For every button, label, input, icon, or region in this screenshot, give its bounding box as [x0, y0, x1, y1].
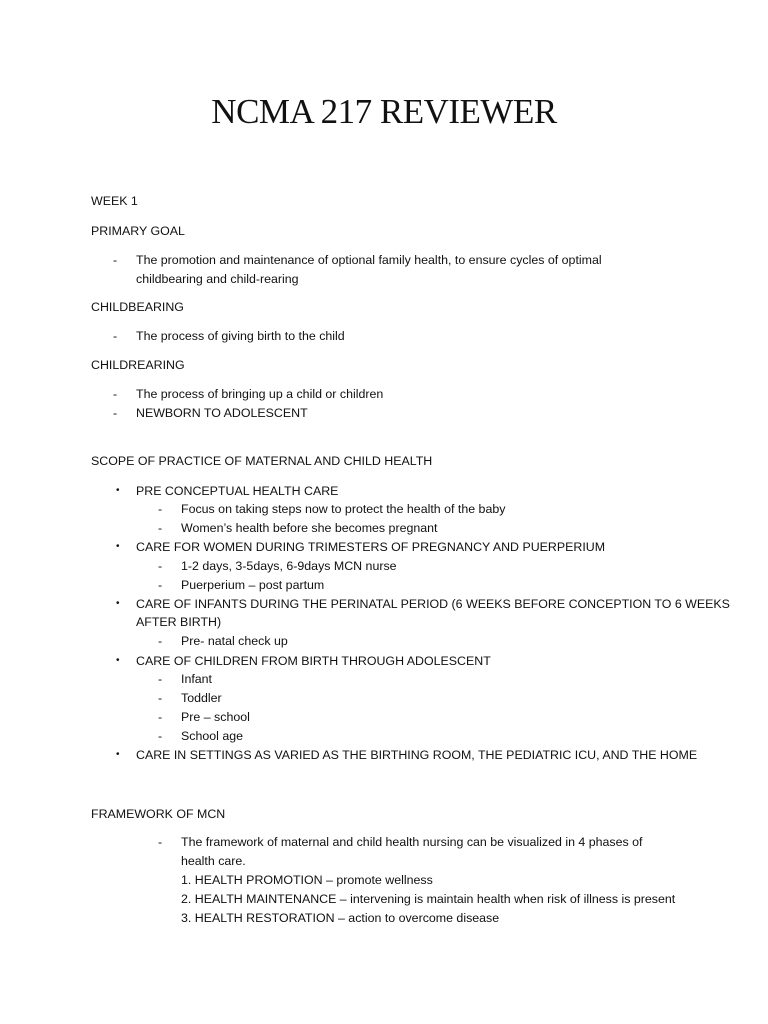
list-item: Women’s health before she becomes pregnant	[181, 521, 438, 535]
dash-marker	[158, 632, 162, 650]
dash-marker	[158, 727, 162, 745]
primary-goal-text: The promotion and maintenance of optional family health, to ensure cycles of optimal	[136, 253, 602, 267]
primary-goal-text: childbearing and child-rearing	[136, 272, 299, 286]
list-item: Puerperium – post partum	[181, 578, 325, 592]
dash-marker	[158, 708, 162, 726]
page-title: NCMA 217 REVIEWER	[211, 92, 557, 131]
scope-item-label: AFTER BIRTH)	[136, 615, 222, 629]
list-item: 1-2 days, 3-5days, 6-9days MCN nurse	[181, 559, 397, 573]
scope-item-label: CARE FOR WOMEN DURING TRIMESTERS OF PREGNANCY AND PUERPERIUM	[136, 540, 606, 554]
dash-marker	[113, 251, 117, 269]
framework-intro: The framework of maternal and child health nursing can be visualized in 4 phases of	[181, 835, 643, 849]
bullet-marker: •	[116, 541, 120, 552]
scope-item-label: PRE CONCEPTUAL HEALTH CARE	[136, 484, 339, 498]
framework-phase: 2. HEALTH MAINTENANCE – intervening is maintain health when risk of illness is present	[181, 892, 676, 906]
list-item: Pre- natal check up	[181, 634, 288, 648]
list-item: Toddler	[181, 691, 222, 705]
list-item: Infant	[181, 672, 213, 686]
dash-marker	[113, 385, 117, 403]
week-heading: WEEK 1	[91, 194, 138, 208]
list-item: Pre – school	[181, 710, 250, 724]
childrearing-heading: CHILDREARING	[91, 358, 185, 372]
framework-phase: 1. HEALTH PROMOTION – promote wellness	[181, 873, 433, 887]
bullet-marker: •	[116, 655, 120, 666]
primary-goal-heading: PRIMARY GOAL	[91, 224, 185, 238]
framework-heading: FRAMEWORK OF MCN	[91, 807, 226, 821]
dash-marker	[158, 670, 162, 688]
framework-phase: 3. HEALTH RESTORATION – action to overcome disease	[181, 911, 500, 925]
list-item: School age	[181, 729, 244, 743]
dash-marker	[158, 833, 162, 851]
list-item: NEWBORN TO ADOLESCENT	[136, 406, 308, 420]
dash-marker	[158, 576, 162, 594]
childbearing-heading: CHILDBEARING	[91, 300, 184, 314]
scope-item-label: CARE IN SETTINGS AS VARIED AS THE BIRTHING ROOM, THE PEDIATRIC ICU, AND THE HOME	[136, 748, 698, 762]
dash-marker	[158, 500, 162, 518]
dash-marker	[113, 404, 117, 422]
framework-intro: health care.	[181, 854, 246, 868]
bullet-marker: •	[116, 485, 120, 496]
dash-marker	[113, 327, 117, 345]
childbearing-text: The process of giving birth to the child	[136, 329, 345, 343]
dash-marker	[158, 689, 162, 707]
bullet-marker: •	[116, 749, 120, 760]
dash-marker	[158, 557, 162, 575]
scope-heading: SCOPE OF PRACTICE OF MATERNAL AND CHILD HEALTH	[91, 454, 433, 468]
bullet-marker: •	[116, 598, 120, 609]
list-item: The process of bringing up a child or children	[136, 387, 384, 401]
scope-item-label: CARE OF CHILDREN FROM BIRTH THROUGH ADOLESCENT	[136, 654, 491, 668]
dash-marker	[158, 519, 162, 537]
list-item: Focus on taking steps now to protect the health of the baby	[181, 502, 506, 516]
scope-item-label: CARE OF INFANTS DURING THE PERINATAL PERIOD (6 WEEKS BEFORE CONCEPTION TO 6 WEEKS	[136, 597, 730, 611]
